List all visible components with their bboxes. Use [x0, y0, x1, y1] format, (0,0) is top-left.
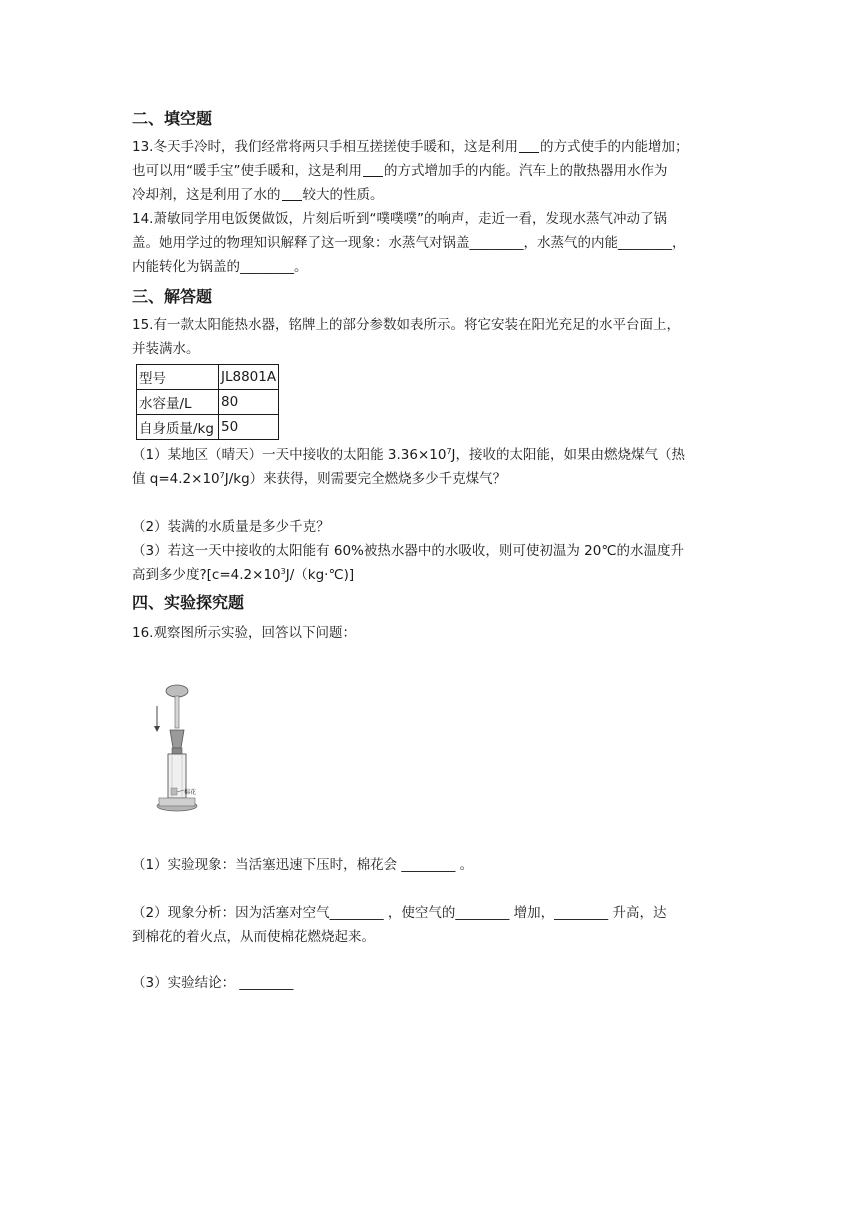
section-heading-answer: 三、解答题 — [132, 287, 213, 306]
answer-blank[interactable] — [519, 139, 539, 153]
table-cell-value: 80 — [219, 390, 279, 415]
q15-text: J，接收的太阳能，如果由燃烧煤气（热 — [451, 447, 686, 463]
q15-text: （1）某地区（晴天）一天中接收的太阳能 3.36×10 — [132, 447, 447, 463]
q15-part2: （2）装满的水质量是多少千克？ — [132, 519, 330, 535]
q15-part3-line-2 — [132, 566, 354, 584]
q16-intro: 16.观察图所示实验，回答以下问题： — [132, 625, 356, 641]
q13-text: 也可以用“暖手宝”使手暖和，这是利用 — [132, 163, 362, 179]
q14-line-3: 内能转化为锅盖的________。 — [132, 259, 308, 275]
q13-line-1 — [132, 138, 688, 156]
q15-part3-line-1: （3）若这一天中接收的太阳能有 60%被热水器中的水吸收，则可使初温为 20℃的水温度升 — [132, 543, 685, 559]
q14-line-1: 14.萧敏同学用电饭煲做饭，片刻后听到“噗噗噗”的响声，走近一看，发现水蒸气冲动了锅 — [132, 211, 667, 227]
q16-part1: （1）实验现象：当活塞迅速下压时，棉花会 ________ 。 — [132, 857, 474, 873]
q16-part2-line-2: 到棉花的着火点，从而使棉花燃烧起来。 — [132, 929, 375, 945]
q13-text: 较大的性质。 — [302, 187, 384, 203]
q15-text: J/kg）来获得，则需要完全燃烧多少千克煤气？ — [224, 471, 507, 487]
spec-table — [136, 364, 279, 440]
table-cell-key: 型号 — [137, 365, 219, 390]
q15-text: 值 q=4.2×10 — [132, 471, 220, 487]
table-cell-key: 自身质量/kg — [137, 415, 219, 440]
q15-text: 高到多少度?[c=4.2×10 — [132, 567, 281, 583]
q14-line-2: 盖。她用学过的物理知识解释了这一现象：水蒸气对锅盖________，水蒸气的内能________， — [132, 235, 686, 251]
q15-line-2: 并装满水。 — [132, 341, 200, 357]
table-cell-key: 水容量/L — [137, 390, 219, 415]
q15-line-1: 15.有一款太阳能热水器，铭牌上的部分参数如表所示。将它安装在阳光充足的水平台面上， — [132, 317, 680, 333]
q16-part2-line-1: （2）现象分析：因为活塞对空气________ ，使空气的________ 增加，________ 升高，达 — [132, 905, 667, 921]
table-row — [137, 365, 279, 390]
table-cell-value: JL8801A — [219, 365, 279, 390]
section-heading-fill: 二、填空题 — [132, 109, 213, 128]
q13-text: 冷却剂，这是利用了水的 — [132, 187, 281, 203]
q15-part1-line-1 — [132, 446, 685, 464]
figure-label: 棉花 — [184, 789, 197, 796]
table-row — [137, 390, 279, 415]
q15-part1-line-2 — [132, 470, 506, 488]
q13-text: 的方式增加手的内能。汽车上的散热器用水作为 — [384, 163, 668, 179]
exponent: 3 — [280, 567, 286, 576]
answer-blank[interactable] — [363, 163, 383, 177]
q13-line-2 — [132, 162, 668, 180]
answer-blank[interactable] — [282, 187, 302, 201]
exponent: 7 — [446, 447, 452, 456]
section-heading-experiment: 四、实验探究题 — [132, 593, 245, 612]
q15-text: J/（kg·℃)] — [285, 567, 355, 583]
q16-part3: （3）实验结论： ________ — [132, 975, 294, 991]
q13-text: 的方式使手的内能增加； — [539, 139, 689, 155]
q13-text: 13.冬天手冷时，我们经常将两只手相互搓搓使手暖和，这是利用 — [132, 139, 518, 155]
q13-line-3 — [132, 186, 384, 204]
exponent: 7 — [219, 471, 225, 480]
table-cell-value: 50 — [219, 415, 279, 440]
table-row — [137, 415, 279, 440]
compression-apparatus-figure — [148, 682, 208, 822]
